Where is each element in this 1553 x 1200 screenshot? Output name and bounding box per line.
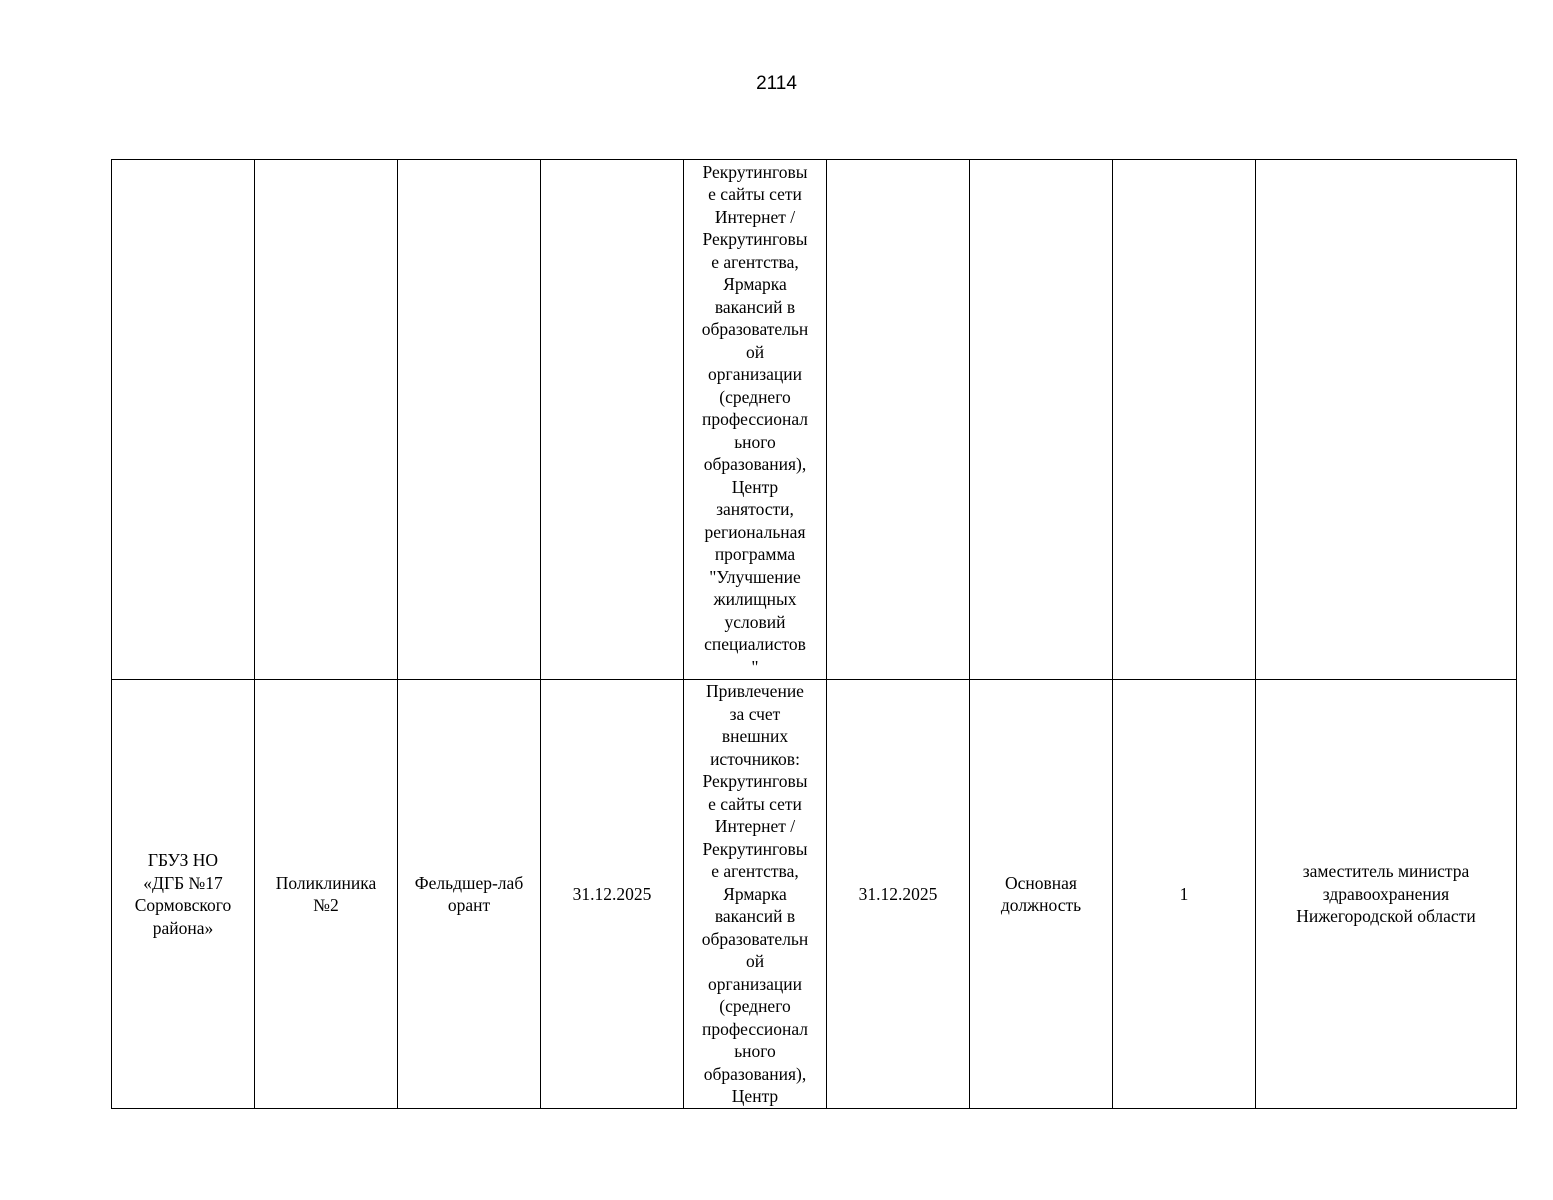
text-line: программа [714, 544, 796, 565]
text-line: занятости, [716, 499, 794, 520]
text-line: Фельдшер-лаб [414, 872, 524, 893]
text-line: ьного [734, 431, 776, 452]
text-line: Рекрутинговы [702, 838, 808, 859]
text-line: №2 [313, 895, 339, 915]
text-line: (среднего [719, 996, 791, 1017]
text-line: е агентства, [711, 251, 799, 272]
text-line: образовательн [701, 319, 809, 340]
text-line: образования), [703, 454, 807, 475]
position-text [401, 872, 537, 917]
source-text [687, 161, 823, 679]
date-to-cell [827, 160, 970, 680]
text-line: ьного [734, 1041, 776, 1062]
text-line: специалистов [704, 634, 806, 655]
source-cell [684, 160, 827, 680]
responsible-text [1259, 860, 1513, 928]
text-line: жилищных [713, 589, 797, 610]
job-type-text [973, 872, 1109, 917]
text-line: здравоохранения [1322, 883, 1450, 904]
text-line: внешних [721, 726, 789, 747]
organization-cell [112, 680, 255, 1109]
text-line: е агентства, [711, 861, 799, 882]
table-row [112, 160, 1517, 680]
text-line: профессионал [701, 1018, 809, 1039]
text-line: региональная [704, 521, 806, 542]
text-line: Поликлиника [275, 872, 377, 893]
text-line: "Улучшение [709, 566, 801, 587]
text-line: Нижегородской области [1296, 906, 1476, 927]
text-line: Ярмарка [723, 274, 787, 295]
text-line: образования), [703, 1063, 807, 1084]
text-line: профессионал [701, 409, 809, 430]
department-cell [255, 160, 398, 680]
department-cell [255, 680, 398, 1109]
text-line: вакансий в [714, 296, 796, 317]
text-line: " [751, 656, 759, 677]
text-line: должность [1000, 895, 1082, 915]
text-line: вакансий в [714, 906, 796, 927]
text-line: Интернет / [714, 816, 796, 837]
source-cell [684, 680, 827, 1109]
text-line: организации [708, 364, 802, 385]
responsible-cell [1256, 160, 1517, 680]
text-line: е сайты сети [708, 184, 802, 205]
text-line: ой [745, 341, 765, 362]
text-line: Рекрутинговы [702, 771, 808, 792]
text-line: е сайты сети [708, 793, 802, 814]
position-cell [398, 680, 541, 1109]
count-cell: 1 [1113, 680, 1256, 1109]
text-line: образовательн [701, 928, 809, 949]
text-line: заместитель министра [1302, 861, 1470, 882]
position-cell [398, 160, 541, 680]
text-line: Центр [731, 476, 779, 497]
text-line: Ярмарка [723, 883, 787, 904]
text-line: Интернет / [714, 206, 796, 227]
organization-text [115, 849, 251, 939]
job-type-cell [970, 680, 1113, 1109]
table-row [112, 680, 1517, 1109]
text-line: за счет [729, 703, 781, 724]
text-line: ой [745, 951, 765, 972]
text-line: Рекрутинговы [702, 161, 808, 182]
text-line: орант [447, 895, 491, 915]
responsible-cell [1256, 680, 1517, 1109]
page-number: 2114 [756, 73, 797, 94]
department-text [258, 872, 394, 917]
date-from-cell [541, 160, 684, 680]
text-line: ГБУЗ НО [147, 850, 219, 870]
organization-cell [112, 160, 255, 680]
job-type-cell [970, 160, 1113, 680]
text-line: Сормовского [134, 895, 232, 915]
text-line: организации [708, 973, 802, 994]
source-text [687, 680, 823, 1108]
text-line: Рекрутинговы [702, 229, 808, 250]
text-line: района» [152, 917, 214, 938]
text-line: (среднего [719, 386, 791, 407]
vacancy-table [111, 159, 1517, 1109]
text-line: Привлечение [706, 681, 804, 702]
text-line: Основная [1005, 872, 1077, 893]
text-line: «ДГБ №17 [143, 872, 223, 893]
date-to-cell: 31.12.2025 [827, 680, 970, 1109]
text-line: условий [724, 611, 786, 632]
date-from-cell: 31.12.2025 [541, 680, 684, 1109]
text-line: источников: [710, 748, 800, 769]
text-line: Центр [731, 1086, 779, 1107]
count-cell [1113, 160, 1256, 680]
